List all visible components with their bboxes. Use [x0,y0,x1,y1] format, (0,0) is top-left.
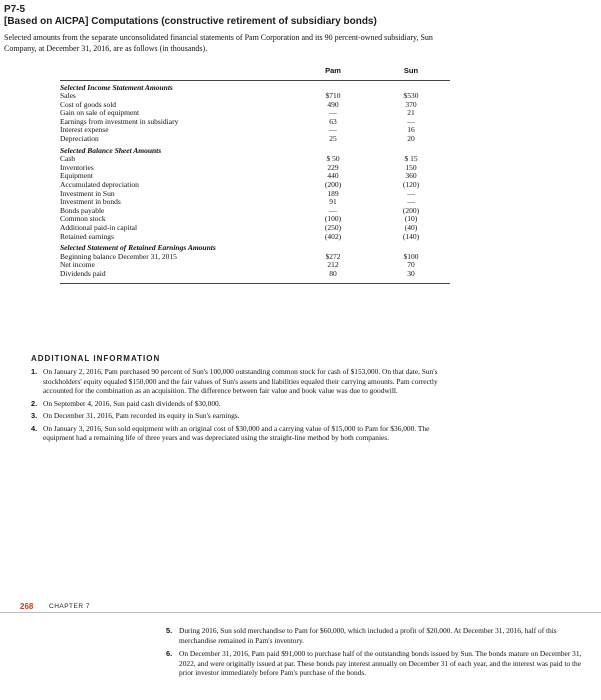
problem-intro: Selected amounts from the separate unconsolidated financial statements of Pam Corporation and its 90 percent-owned subsidiary, Sun Company, at December 31, 2016, are as follows (in thousands). [4,33,433,53]
row-label: Sales [60,91,76,101]
row-label: Earnings from investment in subsidiary [60,116,179,126]
list-item [31,411,451,421]
sun-value: 70 [407,260,415,270]
item-number: 2. [31,398,38,408]
section-heading-row [60,144,450,156]
row-label: Cost of goods sold [60,99,117,109]
pam-value: (250) [324,223,342,232]
item-number: 4. [31,423,38,433]
pam-value: 440 [327,171,339,181]
continued-information-list [166,626,590,682]
pam-value: 63 [329,116,337,126]
sun-value: 360 [405,171,417,181]
additional-information-heading: ADDITIONAL INFORMATION [31,354,161,363]
page-footer [0,599,601,619]
sun-value: $100 [403,251,419,261]
sun-value: 16 [407,125,415,135]
pam-value: — [329,205,337,215]
sun-value: (200) [402,205,420,215]
problem-title: [Based on AICPA] Computations (constructive retirement of subsidiary bonds) [4,16,377,27]
table-row [60,126,450,135]
column-header-sun: Sun [372,66,450,80]
section-heading-row [60,80,450,92]
pam-value: (100) [324,214,342,224]
pam-value: 91 [329,197,337,207]
additional-information-list [31,367,451,446]
sun-value: $ 15 [404,154,418,164]
sun-value: — [407,197,415,207]
row-label: Equipment [60,171,93,181]
table-row [60,198,450,207]
sun-value: 150 [405,162,417,172]
list-item [31,424,451,443]
list-item [31,367,451,396]
row-label: Common stock [60,214,106,224]
table-row [60,135,450,144]
column-header-pam: Pam [294,66,372,80]
table-row [60,270,450,283]
row-label: Bonds payable [60,205,105,215]
sun-value: $530 [403,91,419,101]
pam-value: $272 [325,251,341,261]
row-label: Gain on sale of equipment [60,108,140,118]
row-label: Additional paid-in capital [60,223,138,232]
section-heading: Selected Statement of Retained Earnings Amounts [60,243,216,253]
table-body [60,80,450,283]
row-label: Beginning balance December 31, 2015 [60,251,177,261]
table-row [60,181,450,190]
table-row [60,261,450,270]
sun-value: (140) [402,231,420,241]
item-number: 3. [31,411,38,420]
row-label: Accumulated depreciation [60,180,139,190]
financial-statements-table [60,66,450,284]
pam-value: 25 [329,134,337,144]
table-row [60,207,450,216]
pam-value: $ 50 [326,154,340,164]
table-row [60,253,450,262]
pam-value: 212 [327,260,339,270]
table-row [60,233,450,242]
row-label: Dividends paid [60,270,294,283]
list-item [31,399,451,409]
pam-value: 80 [294,270,372,283]
sun-value: (120) [402,180,420,190]
table-row [60,224,450,233]
table-row [60,164,450,173]
list-item [166,649,590,678]
page-number: 268 [20,602,34,611]
row-label: Net income [60,260,95,270]
sun-value: 20 [407,134,415,144]
section-heading: Selected Balance Sheet Amounts [60,145,162,155]
item-text: On December 31, 2016, Pam paid $91,000 to purchase half of the outstanding bonds issued by Sun. The bonds mature on December 31, 2022, and were originally issued at par. These bonds pay interest annually on December 31 of each year, and the interest was paid to the prior investor immediately before Pam's purchase of the bonds. [179,649,582,677]
pam-value: — [329,125,337,135]
pam-value: 229 [327,162,339,172]
row-label: Cash [60,154,75,164]
pam-value: 490 [327,99,339,109]
pam-value: (402) [324,231,342,241]
table-header-row [60,66,450,80]
footer-divider [0,612,601,613]
table-row [60,155,450,164]
item-text: On January 2, 2016, Pam purchased 90 percent of Sun's 100,000 outstanding common stock for cash of $153,000. On that date, Sun's stockholders' equity equaled $150,000 and the fair values of Sun's assets and liabilities equaled their carrying amounts. Pam correctly accounted for the combination as an acquisition. The difference between fair value and book value was due to goodwill. [43,367,438,395]
column-label-header [60,66,294,80]
chapter-label: CHAPTER 7 [49,603,90,610]
list-item [166,626,590,645]
item-text: On January 3, 2016, Sun sold equipment with an original cost of $30,000 and a carrying value of $15,000 to Pam for $36,000. The equipment had a remaining life of three years and was depreciated using the straight-line method by both companies. [43,423,430,442]
item-text: During 2016, Sun sold merchandise to Pam for $60,000, which included a profit of $20,000. At December 31, 2016, half of this merchandise remained in Pam's inventory. [179,626,557,645]
row-label: Inventories [60,162,94,172]
sun-value: 30 [372,270,450,283]
item-text: On December 31, 2016, Pam recorded its equity in Sun's earnings. [43,411,240,420]
sun-value: (40) [404,223,418,232]
row-label: Investment in Sun [60,188,115,198]
sun-value: (10) [404,214,418,224]
table-row [60,118,450,127]
item-text: On September 4, 2016, Sun paid cash dividends of $30,000. [43,398,221,408]
item-number: 1. [31,367,38,376]
pam-value: — [329,108,337,118]
table-row [60,92,450,101]
row-label: Investment in bonds [60,197,121,207]
row-label: Retained earnings [60,231,114,241]
pam-value: $710 [325,91,341,101]
pam-value: (200) [324,180,342,190]
row-label: Depreciation [60,134,99,144]
pam-value: 189 [327,188,339,198]
row-label: Interest expense [60,125,109,135]
problem-number: P7-5 [4,4,26,15]
sun-value: 370 [405,99,417,109]
sun-value: — [407,188,415,198]
sun-value: 21 [407,108,415,118]
item-number: 5. [166,626,173,635]
sun-value: — [407,116,415,126]
section-heading: Selected Income Statement Amounts [60,82,173,92]
item-number: 6. [166,649,173,658]
